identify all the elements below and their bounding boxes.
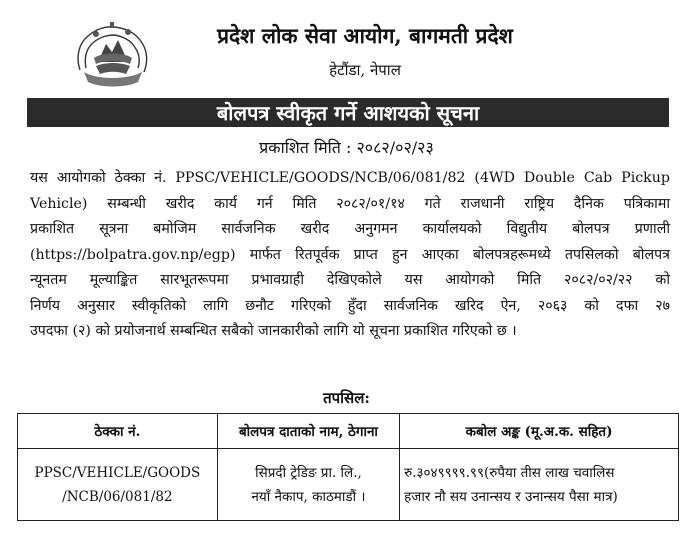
contract-no-line: PPSC/VEHICLE/GOODS [34,464,201,481]
column-header-bidder: बोलपत्र दाताको नाम, ठेगाना [217,414,399,449]
amount-line: हजार नौ सय उनान्सय र उनान्सय पैसा मात्र) [404,488,618,505]
publish-date: प्रकाशित मिति : २०८२/०२/२३ [259,138,434,157]
contract-no-cell [18,449,218,521]
body-line-link: (https://bolpatra.gov.np/egp) मार्फत रितपूर्वक प्राप्त हुन आएका बोलपत्रहरूमध्ये तपसिलको बोलपत्र [30,246,670,263]
contract-no-line: /NCB/06/081/82 [62,488,173,505]
table-header-row [18,414,679,449]
amount-cell [400,449,679,521]
body-line: Vehicle) सम्बन्धी खरीद कार्य गर्न मिति २०८२/०१/१४ गते राजधानी राष्ट्रिय दैनिक पत्रिकामा [30,195,670,212]
table-row [18,449,679,521]
bidder-cell [217,449,399,521]
body-line: यस आयोगको ठेक्का नं. PPSC/VEHICLE/GOODS/NCB/06/081/82 (4WD Double Cab Pickup [30,170,670,186]
column-header-contract-no: ठेक्का नं. [18,414,218,449]
amount-line: रु.३०४९९९९.९९(रुपैया तीस लाख चवालिस [404,464,615,481]
body-line: उपदफा (२) को प्रयोजनार्थ सम्बन्धित सबैको जानकारीको लागि यो सूचना प्रकाशित गरिएको छ । [30,323,517,339]
schedule-title: तपसिल: [323,389,370,407]
office-location: हेटौंडा, नेपाल [329,61,401,79]
body-line: निर्णय अनुसार स्वीकृतिको लागि छनौट गरिएको हुँदा सार्वजनिक खरिद ऐन, २०६३ को दफा २७ [30,297,670,314]
column-header-amount: कबोल अङ्क (मू.अ.क. सहित) [400,414,679,449]
nepal-emblem-icon [66,18,158,92]
notice-body [30,166,670,345]
notice-title: बोलपत्र स्वीकृत गर्ने आशयको सूचना [216,101,480,125]
body-line: प्रकाशित सूत्रना बमोजिम सार्वजनिक खरीद अनुगमन कार्यालयको विद्युतीय बोलपत्र प्रणाली [30,221,670,237]
body-line: न्यूनतम मूल्याङ्कित सारभूतरूपमा प्रभावग्राही देखिएकोले यस आयोगको मिति २०८२/०२/२२ को [30,272,670,288]
bidder-address: नयाँ नैकाप, काठमाडौं । [251,488,366,505]
award-table [17,413,679,521]
bidder-name: सिप्रदी ट्रेडिङ प्रा. लि., [255,464,362,481]
office-name: प्रदेश लोक सेवा आयोग, बागमती प्रदेश [217,23,513,48]
notice-title-banner [27,98,669,127]
